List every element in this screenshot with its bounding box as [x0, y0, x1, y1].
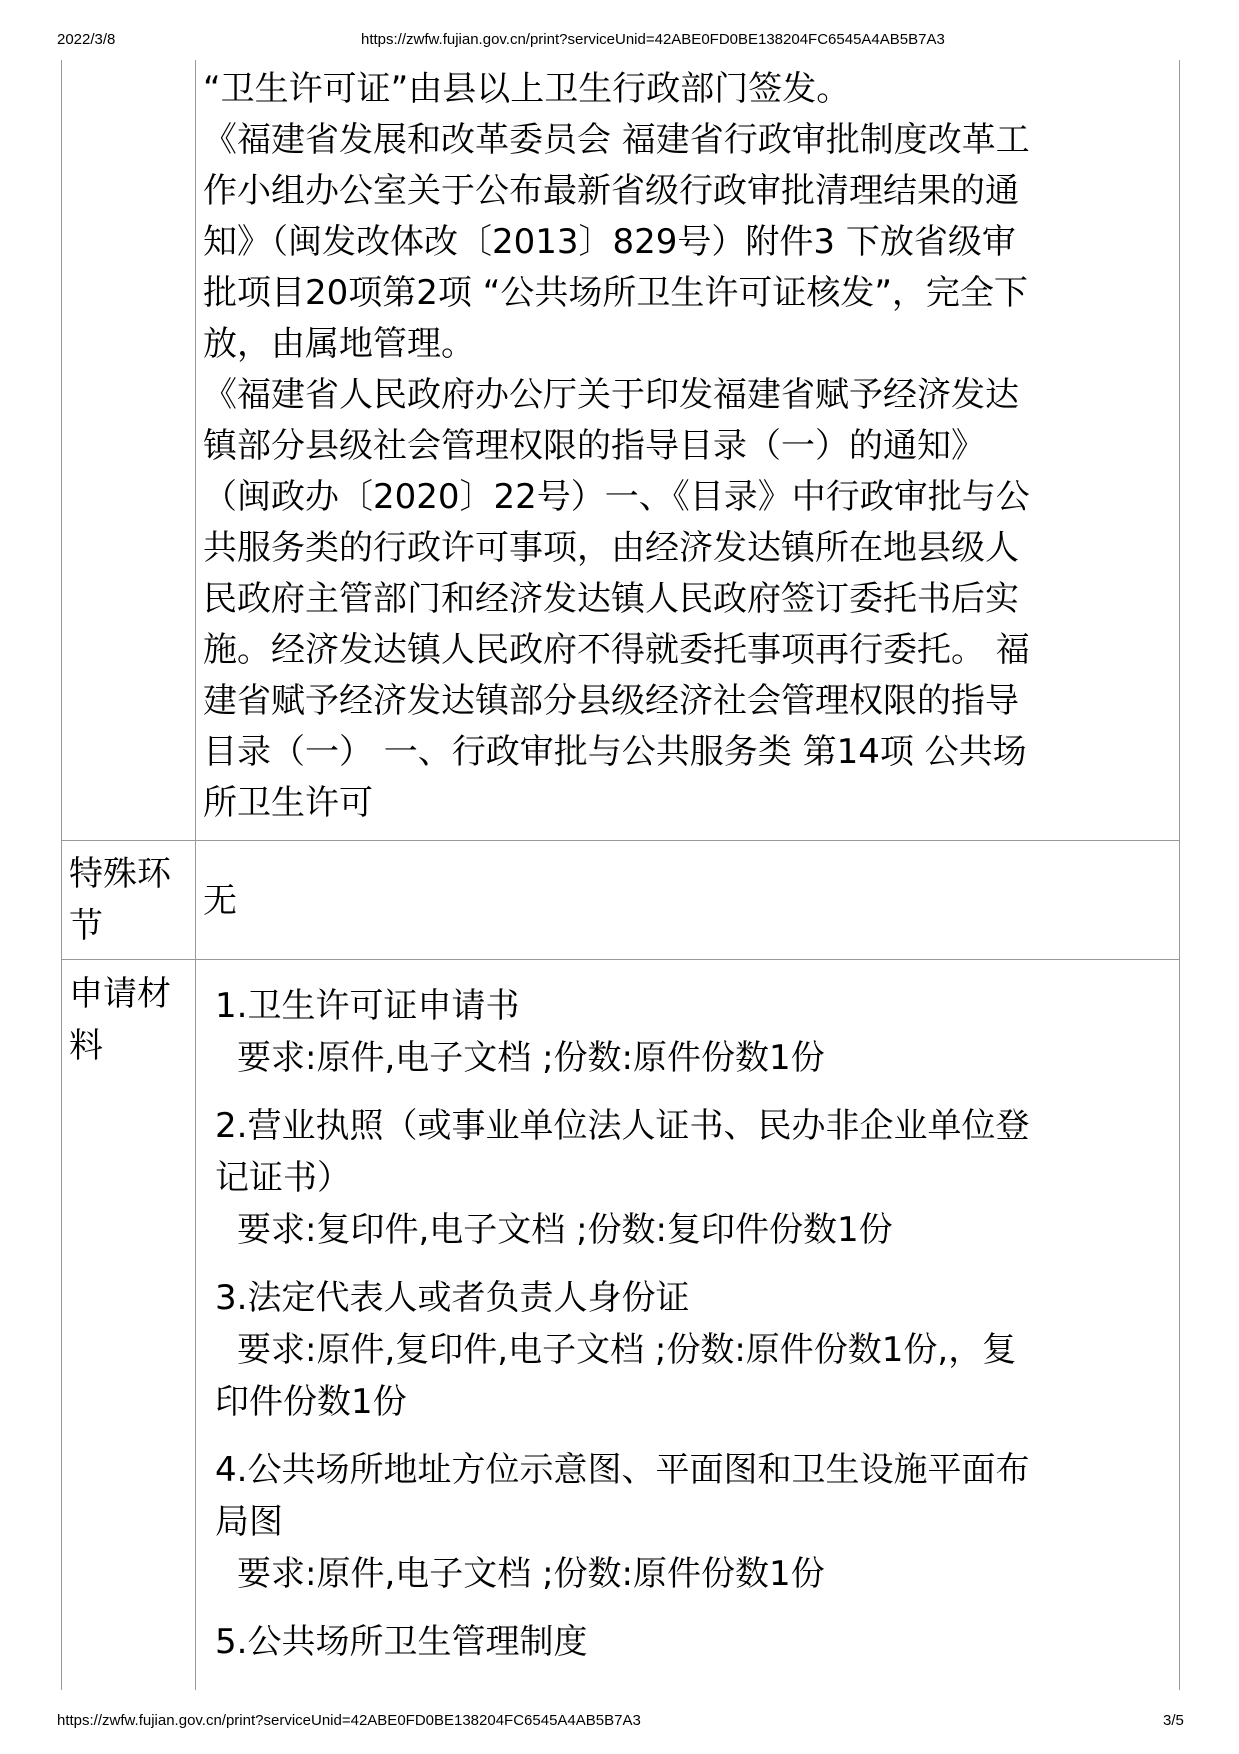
- material-requirement: 要求:复印件,电子文档 ;份数:复印件份数1份: [237, 1210, 893, 1250]
- material-requirement-cont: 印件份数1份: [215, 1382, 407, 1422]
- row-divider-2: [61, 959, 1180, 960]
- special-step-value: 无: [203, 881, 237, 921]
- material-item: [215, 1616, 1175, 1668]
- material-item: [215, 1444, 1175, 1600]
- materials-label: [69, 968, 171, 1072]
- material-requirement: 要求:原件,复印件,电子文档 ;份数:原件份数1份,，复: [237, 1330, 1017, 1370]
- row-divider-1: [61, 840, 1180, 841]
- basis-line: 知》（闽发改体改〔2013〕829号）附件3 下放省级审: [203, 222, 1016, 262]
- material-title: 4.公共场所地址方位示意图、平面图和卫生设施平面布: [215, 1450, 1030, 1490]
- basis-line: （闽政办〔2020〕22号）一、《目录》中行政审批与公: [203, 477, 1030, 517]
- basis-line: 目录（一） 一、行政审批与公共服务类 第14项 公共场: [203, 732, 1027, 772]
- material-title: 1.卫生许可证申请书: [215, 986, 520, 1026]
- label-line: 料: [69, 1026, 103, 1066]
- basis-line: “卫生许可证”由县以上卫生行政部门签发。: [203, 69, 851, 109]
- material-title: 5.公共场所卫生管理制度: [215, 1622, 588, 1662]
- material-title: 2.营业执照（或事业单位法人证书、民办非企业单位登: [215, 1106, 1030, 1146]
- basis-line: 所卫生许可: [203, 783, 373, 823]
- basis-line: 《福建省发展和改革委员会 福建省行政审批制度改革工: [203, 120, 1030, 160]
- material-item: [215, 980, 1175, 1084]
- label-line: 申请材: [69, 974, 171, 1014]
- basis-line: 作小组办公室关于公布最新省级行政审批清理结果的通: [203, 171, 1019, 211]
- material-requirement: 要求:原件,电子文档 ;份数:原件份数1份: [237, 1554, 825, 1594]
- materials-list: [215, 980, 1175, 1684]
- basis-line: 《福建省人民政府办公厅关于印发福建省赋予经济发达: [203, 375, 1019, 415]
- material-requirement: 要求:原件,电子文档 ;份数:原件份数1份: [237, 1038, 825, 1078]
- material-title-cont: 记证书）: [215, 1158, 351, 1198]
- print-header-url: https://zwfw.fujian.gov.cn/print?serviceUnid=42ABE0FD0BE138204FC6545A4AB5B7A3: [361, 31, 945, 48]
- basis-line: 批项目20项第2项 “公共场所卫生许可证核发”，完全下: [203, 273, 1028, 313]
- material-item: [215, 1100, 1175, 1256]
- basis-line: 镇部分县级社会管理权限的指导目录（一）的通知》: [203, 426, 985, 466]
- legal-basis-text: [203, 64, 1030, 829]
- basis-line: 建省赋予经济发达镇部分县级经济社会管理权限的指导: [203, 681, 1019, 721]
- page-number: 3/5: [1163, 1712, 1184, 1729]
- label-line: 节: [69, 906, 103, 946]
- table-border-divider: [195, 60, 196, 1690]
- material-title: 3.法定代表人或者负责人身份证: [215, 1278, 690, 1318]
- basis-line: 施。经济发达镇人民政府不得就委托事项再行委托。 福: [203, 630, 1030, 670]
- basis-line: 民政府主管部门和经济发达镇人民政府签订委托书后实: [203, 579, 1019, 619]
- special-step-label: [69, 848, 171, 952]
- table-border-right: [1179, 60, 1180, 1690]
- print-date: 2022/3/8: [57, 31, 116, 48]
- material-title-cont: 局图: [215, 1502, 283, 1542]
- basis-line: 放，由属地管理。: [203, 324, 475, 364]
- label-line: 特殊环: [69, 854, 171, 894]
- basis-line: 共服务类的行政许可事项，由经济发达镇所在地县级人: [203, 528, 1019, 568]
- table-border-left: [61, 60, 62, 1690]
- print-footer-url: https://zwfw.fujian.gov.cn/print?serviceUnid=42ABE0FD0BE138204FC6545A4AB5B7A3: [57, 1712, 641, 1729]
- material-item: [215, 1272, 1175, 1428]
